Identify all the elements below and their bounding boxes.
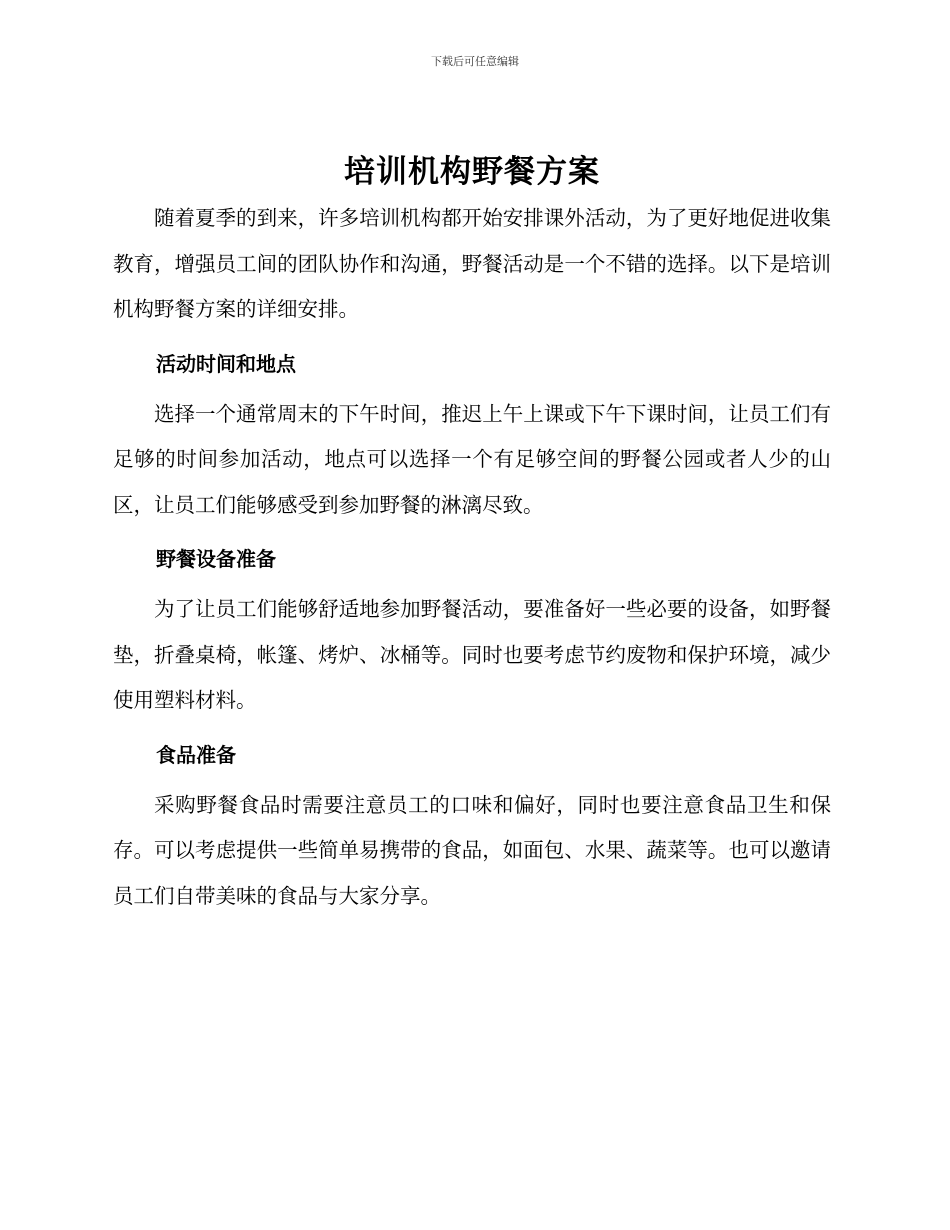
section-heading-food: 食品准备 — [156, 742, 236, 767]
section-body-equipment: 为了让员工们能够舒适地参加野餐活动，要准备好一些必要的设备，如野餐垫，折叠桌椅，帐篷、烤炉、冰桶等。同时也要考虑节约废物和保护环境，减少使用塑料材料。 — [113, 597, 831, 712]
document-body — [113, 148, 831, 919]
section-heading-time-location: 活动时间和地点 — [156, 351, 296, 376]
intro-paragraph: 随着夏季的到来，许多培训机构都开始安排课外活动，为了更好地促进收集教育，增强员工间的团队协作和沟通，野餐活动是一个不错的选择。以下是培训机构野餐方案的详细安排。 — [113, 206, 831, 321]
document-title: 培训机构野餐方案 — [344, 154, 600, 190]
section-body-time-location: 选择一个通常周末的下午时间，推迟上午上课或下午下课时间，让员工们有足够的时间参加活动，地点可以选择一个有足够空间的野餐公园或者人少的山区，让员工们能够感受到参加野餐的淋漓尽致。 — [113, 401, 831, 517]
section-body-food: 采购野餐食品时需要注意员工的口味和偏好，同时也要注意食品卫生和保存。可以考虑提供一些简单易携带的食品，如面包、水果、蔬菜等。也可以邀请员工们自带美味的食品与大家分享。 — [113, 792, 831, 908]
page-header-note: 下载后可任意编辑 — [431, 55, 519, 68]
section-heading-equipment: 野餐设备准备 — [156, 547, 276, 571]
